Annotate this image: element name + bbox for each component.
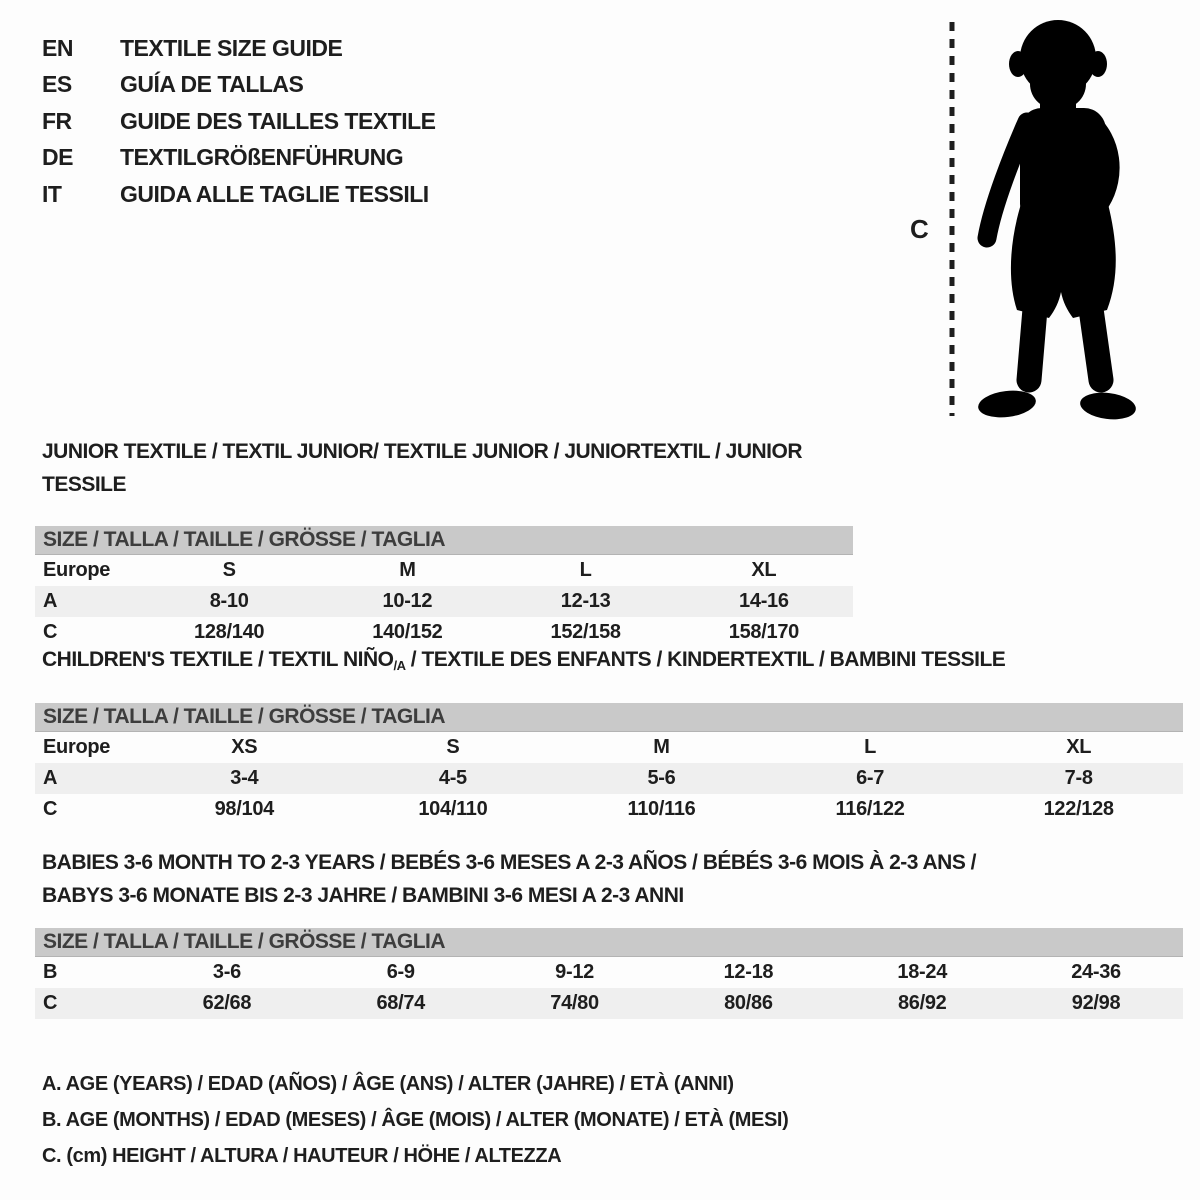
language-row [42,176,436,213]
size-table-row [35,957,1183,988]
size-value-cell: 12-18 [723,961,774,983]
title-text: CHILDREN'S TEXTILE / TEXTIL NIÑO [42,648,394,671]
language-row [42,140,436,177]
toddler-silhouette [977,20,1138,422]
row-axis-label: Europe [43,559,111,581]
language-row [42,30,436,67]
language-code: IT [42,180,62,207]
size-value-cell: S [446,736,460,758]
size-value-cell: 3-4 [230,767,259,789]
size-value-cell: 92/98 [1071,992,1121,1014]
size-value-cell: 62/68 [202,992,252,1014]
language-code: EN [42,34,73,61]
row-axis-label: A [43,590,58,612]
title-text: BABIES 3-6 MONTH TO 2-3 YEARS / BEBÉS 3-6 MESES A 2-3 AÑOS / BÉBÉS 3-6 MOIS À 2-3 ANS / [42,851,977,874]
size-table-row [35,794,1183,825]
row-axis-label: C [43,621,58,643]
size-table-row [35,555,853,586]
legend [42,1066,788,1174]
size-value-cell: 80/86 [724,992,773,1014]
size-value-cell: XS [231,736,258,758]
size-value-cell: 24-36 [1071,961,1121,983]
size-value-cell: M [399,559,416,581]
size-value-cell: XL [751,559,777,581]
title-text: BABYS 3-6 MONATE BIS 2-3 JAHRE / BAMBINI 3-6 MESI A 2-3 ANNI [42,884,684,907]
size-value-cell: 6-7 [856,767,885,789]
language-row [42,67,436,104]
measure-label-c: C [910,214,929,244]
legend-line-c: C. (cm) HEIGHT / ALTURA / HAUTEUR / HÖHE / ALTEZZA [42,1145,562,1167]
section-title-wrap [35,435,853,501]
row-axis-label: A [43,767,58,789]
size-header-bar: SIZE / TALLA / TAILLE / GRÖSSE / TAGLIA [35,928,1183,957]
language-code: ES [42,71,72,98]
size-value-cell: 8-10 [209,590,249,612]
row-axis-label: Europe [43,736,111,758]
title-text: / TEXTILE DES ENFANTS / KINDERTEXTIL / BAMBINI TESSILE [405,648,1006,671]
size-value-cell: 86/92 [897,992,947,1014]
section-title [35,435,853,501]
size-value-cell: 68/74 [376,992,426,1014]
size-header-bar: SIZE / TALLA / TAILLE / GRÖSSE / TAGLIA [35,703,1183,732]
section-junior [35,435,853,648]
row-axis-label: C [43,992,58,1014]
size-value-cell: 74/80 [550,992,599,1014]
size-value-cell: 6-9 [386,961,415,983]
size-value-cell: 122/128 [1043,798,1114,820]
size-value-cell: 104/110 [418,798,488,820]
section-title-wrap [35,846,1183,912]
section-title [35,846,1183,879]
section-babies [35,846,1183,1019]
size-value-cell: 116/122 [835,798,905,820]
size-value-cell: 98/104 [214,798,274,820]
size-value-cell: 18-24 [897,961,948,983]
guide-title: TEXTILGRÖßENFÜHRUNG [120,144,404,171]
size-header-bar: SIZE / TALLA / TAILLE / GRÖSSE / TAGLIA [35,526,853,555]
title-subscript: /A [393,658,406,673]
size-value-cell: XL [1066,736,1092,758]
section-title [35,643,1183,678]
size-value-cell: 152/158 [550,621,621,643]
guide-title: TEXTILE SIZE GUIDE [120,34,343,61]
section-children [35,643,1183,825]
size-value-cell: S [222,559,236,581]
guide-title: GUIDA ALLE TAGLIE TESSILI [120,180,429,207]
size-value-cell: 128/140 [194,621,265,643]
legend-line-b: B. AGE (MONTHS) / EDAD (MESES) / ÂGE (MOIS) / ALTER (MONATE) / ETÀ (MESI) [42,1109,789,1131]
section-title [35,879,1183,912]
size-value-cell: 140/152 [372,621,443,643]
size-value-cell: 158/170 [728,621,799,643]
row-axis-label: C [43,798,58,820]
language-code: FR [42,107,72,134]
size-value-cell: 4-5 [438,767,467,789]
size-value-cell: 9-12 [555,961,594,983]
title-text: JUNIOR TEXTILE / TEXTIL JUNIOR/ TEXTILE JUNIOR / JUNIORTEXTIL / JUNIOR TESSILE [42,440,802,496]
size-value-cell: 110/116 [627,798,696,820]
legend-line-a: A. AGE (YEARS) / EDAD (AÑOS) / ÂGE (ANS) / ALTER (JAHRE) / ETÀ (ANNI) [42,1073,734,1095]
section-title-wrap [35,643,1183,678]
size-value-cell: 7-8 [1064,767,1093,789]
size-value-cell: 3-6 [212,961,241,983]
size-value-cell: L [579,559,592,581]
size-value-cell: L [864,736,877,758]
size-table-row [35,732,1183,763]
guide-title: GUÍA DE TALLAS [120,71,304,98]
guide-title: GUIDE DES TAILLES TEXTILE [120,107,436,134]
size-value-cell: 12-13 [560,590,611,612]
size-value-cell: 14-16 [739,590,789,612]
size-table-row [35,586,853,617]
language-row [42,103,436,140]
toddler-silhouette-figure [905,14,1145,426]
size-table-row [35,988,1183,1019]
size-value-cell: 5-6 [647,767,676,789]
row-axis-label: B [43,961,58,983]
language-code: DE [42,144,73,171]
size-value-cell: 10-12 [382,590,433,612]
size-table-row [35,763,1183,794]
size-value-cell: M [653,736,670,758]
language-title-list [42,30,436,213]
